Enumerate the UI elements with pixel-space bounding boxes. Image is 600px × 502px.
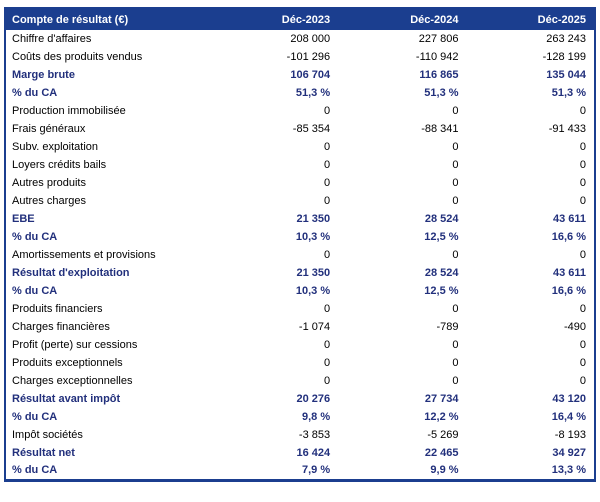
- row-label: Amortissements et provisions: [5, 246, 210, 264]
- table-title: Compte de résultat (€): [5, 8, 210, 30]
- table-row: [5, 372, 595, 390]
- table-row: [5, 138, 595, 156]
- row-value: 0: [210, 354, 338, 372]
- table-row: [5, 210, 595, 228]
- row-value: 0: [467, 336, 595, 354]
- row-value: -88 341: [338, 120, 466, 138]
- table-row: [5, 462, 595, 480]
- row-value: 0: [338, 138, 466, 156]
- table-row: [5, 30, 595, 48]
- row-value: 9,8 %: [210, 408, 338, 426]
- table-row: [5, 120, 595, 138]
- row-value: 0: [338, 192, 466, 210]
- row-value: 22 465: [338, 444, 466, 462]
- row-value: 0: [467, 300, 595, 318]
- row-value: 16,6 %: [467, 228, 595, 246]
- table-row: [5, 174, 595, 192]
- row-value: -110 942: [338, 48, 466, 66]
- row-value: 106 704: [210, 66, 338, 84]
- row-value: 16,6 %: [467, 282, 595, 300]
- row-value: -8 193: [467, 426, 595, 444]
- table-header: [5, 8, 595, 30]
- row-value: 0: [338, 354, 466, 372]
- row-value: 0: [338, 102, 466, 120]
- row-value: 227 806: [338, 30, 466, 48]
- row-value: 0: [338, 336, 466, 354]
- row-value: -5 269: [338, 426, 466, 444]
- row-value: 0: [210, 174, 338, 192]
- table-row: [5, 408, 595, 426]
- row-value: 43 611: [467, 264, 595, 282]
- row-value: 43 611: [467, 210, 595, 228]
- row-value: 0: [467, 138, 595, 156]
- row-value: 34 927: [467, 444, 595, 462]
- row-label: EBE: [5, 210, 210, 228]
- table-row: [5, 390, 595, 408]
- row-value: 16 424: [210, 444, 338, 462]
- row-value: -101 296: [210, 48, 338, 66]
- row-value: -3 853: [210, 426, 338, 444]
- row-value: 0: [210, 300, 338, 318]
- row-label: Résultat net: [5, 444, 210, 462]
- row-value: 28 524: [338, 264, 466, 282]
- row-value: 0: [467, 354, 595, 372]
- row-value: 0: [210, 102, 338, 120]
- row-value: 0: [467, 192, 595, 210]
- row-value: 12,5 %: [338, 228, 466, 246]
- row-value: 51,3 %: [467, 84, 595, 102]
- row-value: 51,3 %: [210, 84, 338, 102]
- row-value: 0: [210, 138, 338, 156]
- row-value: 116 865: [338, 66, 466, 84]
- row-value: 0: [467, 156, 595, 174]
- column-header-dec-2024: Déc-2024: [338, 8, 466, 30]
- row-value: 10,3 %: [210, 228, 338, 246]
- table-row: [5, 300, 595, 318]
- table-row: [5, 318, 595, 336]
- row-label: % du CA: [5, 228, 210, 246]
- table-row: [5, 354, 595, 372]
- row-value: 0: [210, 336, 338, 354]
- row-label: Profit (perte) sur cessions: [5, 336, 210, 354]
- table-row: [5, 264, 595, 282]
- row-label: Autres produits: [5, 174, 210, 192]
- row-value: 9,9 %: [338, 462, 466, 480]
- table-row: [5, 48, 595, 66]
- row-value: -490: [467, 318, 595, 336]
- table-row: [5, 192, 595, 210]
- row-value: 0: [338, 300, 466, 318]
- header-row: [5, 8, 595, 30]
- row-value: 0: [210, 246, 338, 264]
- table-row: [5, 156, 595, 174]
- row-label: Coûts des produits vendus: [5, 48, 210, 66]
- table-row: [5, 444, 595, 462]
- income-statement-sheet: [4, 7, 596, 482]
- row-value: 20 276: [210, 390, 338, 408]
- row-label: Impôt sociétés: [5, 426, 210, 444]
- row-label: Marge brute: [5, 66, 210, 84]
- row-value: -1 074: [210, 318, 338, 336]
- row-value: 0: [467, 102, 595, 120]
- row-value: 208 000: [210, 30, 338, 48]
- row-value: 135 044: [467, 66, 595, 84]
- row-label: Autres charges: [5, 192, 210, 210]
- table-body: [5, 30, 595, 480]
- row-value: 0: [338, 156, 466, 174]
- row-label: Loyers crédits bails: [5, 156, 210, 174]
- row-value: 7,9 %: [210, 462, 338, 480]
- row-value: -85 354: [210, 120, 338, 138]
- table-row: [5, 336, 595, 354]
- row-label: % du CA: [5, 462, 210, 480]
- row-value: 0: [467, 174, 595, 192]
- row-value: 0: [338, 246, 466, 264]
- row-value: -128 199: [467, 48, 595, 66]
- table-row: [5, 426, 595, 444]
- row-label: Subv. exploitation: [5, 138, 210, 156]
- row-label: Production immobilisée: [5, 102, 210, 120]
- row-label: % du CA: [5, 282, 210, 300]
- row-label: Produits exceptionnels: [5, 354, 210, 372]
- row-label: % du CA: [5, 84, 210, 102]
- row-value: 43 120: [467, 390, 595, 408]
- row-value: 27 734: [338, 390, 466, 408]
- row-label: Charges financières: [5, 318, 210, 336]
- row-value: 21 350: [210, 264, 338, 282]
- row-value: 13,3 %: [467, 462, 595, 480]
- row-label: Chiffre d'affaires: [5, 30, 210, 48]
- table-row: [5, 282, 595, 300]
- row-value: 21 350: [210, 210, 338, 228]
- row-value: 10,3 %: [210, 282, 338, 300]
- row-value: 0: [210, 156, 338, 174]
- row-label: Frais généraux: [5, 120, 210, 138]
- row-value: 16,4 %: [467, 408, 595, 426]
- row-value: 0: [467, 372, 595, 390]
- row-value: 0: [338, 372, 466, 390]
- table-row: [5, 84, 595, 102]
- column-header-dec-2023: Déc-2023: [210, 8, 338, 30]
- row-label: Charges exceptionnelles: [5, 372, 210, 390]
- row-label: % du CA: [5, 408, 210, 426]
- row-value: 0: [210, 192, 338, 210]
- row-value: 28 524: [338, 210, 466, 228]
- row-label: Résultat d'exploitation: [5, 264, 210, 282]
- table-row: [5, 246, 595, 264]
- row-value: 263 243: [467, 30, 595, 48]
- row-value: 0: [338, 174, 466, 192]
- table-row: [5, 228, 595, 246]
- row-value: -91 433: [467, 120, 595, 138]
- row-value: 0: [467, 246, 595, 264]
- row-value: 51,3 %: [338, 84, 466, 102]
- column-header-dec-2025: Déc-2025: [467, 8, 595, 30]
- row-value: -789: [338, 318, 466, 336]
- row-label: Résultat avant impôt: [5, 390, 210, 408]
- row-value: 12,5 %: [338, 282, 466, 300]
- table-row: [5, 66, 595, 84]
- row-label: Produits financiers: [5, 300, 210, 318]
- row-value: 0: [210, 372, 338, 390]
- income-statement-table: [4, 7, 596, 482]
- row-value: 12,2 %: [338, 408, 466, 426]
- table-row: [5, 102, 595, 120]
